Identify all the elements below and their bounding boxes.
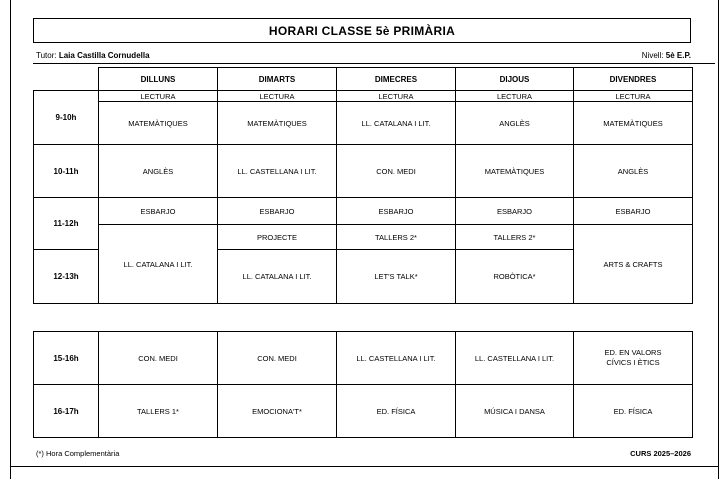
header-rule [33,63,715,64]
subject-cell: CON. MEDI [337,145,456,198]
subject-cell: MÚSICA I DANSA [456,385,574,438]
subject-cell: CON. MEDI [218,332,337,385]
lectura-cell: LECTURA [99,91,218,102]
day-header: DIVENDRES [574,68,693,91]
time-cell: 15-16h [34,332,99,385]
lectura-cell: LECTURA [218,91,337,102]
subject-cell: ANGLÈS [99,145,218,198]
subject-cell: ED. FÍSICA [574,385,693,438]
schedule-row-11-12b [34,225,693,250]
lectura-cell: LECTURA [574,91,693,102]
level-label: Nivell: [641,51,664,60]
afternoon-schedule-table [33,331,693,438]
page-border-bottom [10,466,719,467]
subject-cell: LL. CATALANA I LIT. [218,250,337,304]
day-header: DIJOUS [456,68,574,91]
subject-cell: ESBARJO [99,198,218,225]
subject-cell: TALLERS 2* [337,225,456,250]
subject-cell: CON. MEDI [99,332,218,385]
time-cell: 16-17h [34,385,99,438]
subject-cell: ESBARJO [218,198,337,225]
subject-cell: ROBÒTICA* [456,250,574,304]
subject-line: CÍVICS I ÈTICS [606,358,660,367]
time-cell: 9-10h [34,91,99,145]
subject-cell: TALLERS 2* [456,225,574,250]
schedule-row-10-11 [34,145,693,198]
tutor-label: Tutor: [36,51,57,60]
subject-cell: ESBARJO [337,198,456,225]
subject-cell: LL. CATALANA I LIT. [337,102,456,145]
day-header-row [34,68,693,91]
corner-cell [34,68,99,91]
subject-cell: ED. FÍSICA [337,385,456,438]
lectura-cell: LECTURA [337,91,456,102]
schedule-row-15-16 [34,332,693,385]
schedule-row-9-10 [34,102,693,145]
subject-cell: MATEMÀTIQUES [99,102,218,145]
day-header: DIMECRES [337,68,456,91]
subject-cell: LL. CASTELLANA I LIT. [337,332,456,385]
schedule-row-esbarjo [34,198,693,225]
subject-cell: MATEMÀTIQUES [574,102,693,145]
page-title: HORARI CLASSE 5è PRIMÀRIA [33,18,691,43]
schedule-row-16-17 [34,385,693,438]
subject-cell: LL. CASTELLANA I LIT. [218,145,337,198]
subject-cell: ANGLÈS [574,145,693,198]
subject-cell: TALLERS 1* [99,385,218,438]
subject-cell: LET'S TALK* [337,250,456,304]
time-cell: 10-11h [34,145,99,198]
subject-line: ED. EN VALORS [604,348,662,357]
subject-cell: ESBARJO [574,198,693,225]
subject-cell-merged: ARTS & CRAFTS [574,225,693,304]
subject-cell: MATEMÀTIQUES [456,145,574,198]
subject-cell-merged: LL. CATALANA I LIT. [99,225,218,304]
subject-cell: LL. CASTELLANA I LIT. [456,332,574,385]
time-cell: 12-13h [34,250,99,304]
subject-cell: EMOCIONA'T* [218,385,337,438]
tutor-line [36,51,150,60]
day-header: DIMARTS [218,68,337,91]
subject-cell: MATEMÀTIQUES [218,102,337,145]
tutor-name: Laia Castilla Cornudella [58,51,150,60]
day-header: DILLUNS [99,68,218,91]
subject-cell: ANGLÈS [456,102,574,145]
school-year: CURS 2025–2026 [630,449,691,458]
lectura-row [34,91,693,102]
footnote: (*) Hora Complementària [36,449,120,458]
subject-cell: PROJECTE [218,225,337,250]
level-value: 5è E.P. [665,51,691,60]
lectura-cell: LECTURA [456,91,574,102]
subject-cell: ESBARJO [456,198,574,225]
subject-cell-multiline [574,332,693,385]
time-cell: 11-12h [34,198,99,250]
level-line [642,51,691,60]
page-border-right [718,0,719,479]
morning-schedule-table [33,67,693,304]
page-border-left [10,0,11,479]
